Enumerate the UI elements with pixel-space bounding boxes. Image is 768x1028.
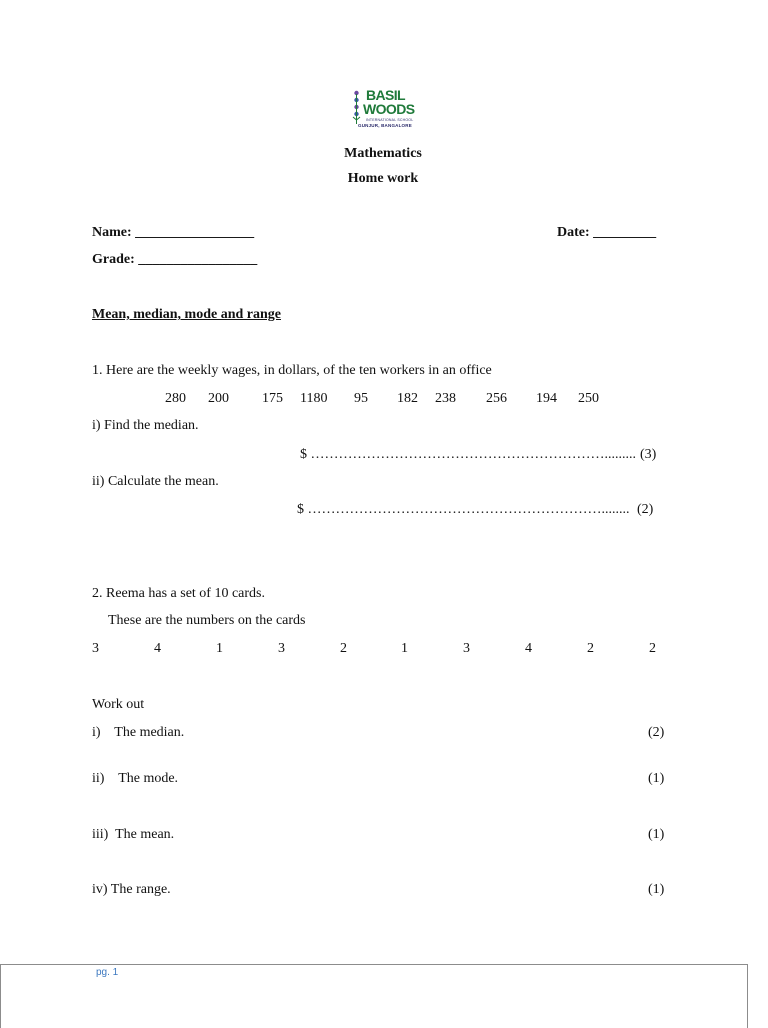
wage-value: 256 [486,391,507,406]
wage-value: 175 [262,391,283,406]
wage-value: 238 [435,391,456,406]
card-number: 1 [401,641,408,656]
wage-value: 280 [165,391,186,406]
logo-word-basil: BASIL [366,87,406,103]
card-number: 4 [154,641,161,656]
wage-value: 182 [397,391,418,406]
document-type: Home work [347,171,419,186]
question-2-text: 2. Reema has a set of 10 cards. [92,586,265,601]
wage-value: 250 [578,391,599,406]
question-2-part-ii: ii) The mode. [92,771,179,786]
wage-value: 95 [354,391,368,406]
question-2-subtext: These are the numbers on the cards [108,613,306,628]
logo-tagline: INTERNATIONAL SCHOOL [366,118,414,122]
question-2-part-iii: iii) The mean. [92,827,175,842]
marks-part-i: (2) [648,725,665,740]
name-field: Name: _________________ [92,225,255,240]
card-number: 2 [587,641,594,656]
subject-title: Mathematics [344,146,422,161]
marks-mean: (2) [637,502,654,517]
question-1-part-ii: ii) Calculate the mean. [92,474,219,489]
grade-field: Grade: _________________ [92,252,258,267]
work-out-label: Work out [92,697,145,712]
marks-part-ii: (1) [648,771,665,786]
marks-median: (3) [640,447,657,462]
school-logo [352,88,414,132]
logo-location: GUNJUR, BANGALORE [358,123,412,128]
date-field: Date: _________ [557,225,657,240]
wage-value: 194 [536,391,557,406]
card-number: 4 [525,641,532,656]
page-number: pg. 1 [96,967,119,978]
card-number: 3 [92,641,99,656]
wage-value: 1180 [300,391,328,406]
card-number: 3 [463,641,470,656]
card-number: 3 [278,641,285,656]
logo-word-woods: WOODS [363,101,415,117]
question-2-part-i: i) The median. [92,725,185,740]
marks-part-iii: (1) [648,827,665,842]
question-1-text: 1. Here are the weekly wages, in dollars, of the ten workers in an office [92,363,492,378]
question-1-part-i: i) Find the median. [92,418,199,433]
card-number: 2 [340,641,347,656]
answer-line-mean: $ ………………………………………………………........ [297,502,630,517]
question-2-part-iv: iv) The range. [92,882,171,897]
card-number: 2 [649,641,656,656]
answer-line-median: $ ………………………………………………………......... [300,447,636,462]
card-number: 1 [216,641,223,656]
marks-part-iv: (1) [648,882,665,897]
topic-heading: Mean, median, mode and range [92,307,281,322]
wage-value: 200 [208,391,229,406]
